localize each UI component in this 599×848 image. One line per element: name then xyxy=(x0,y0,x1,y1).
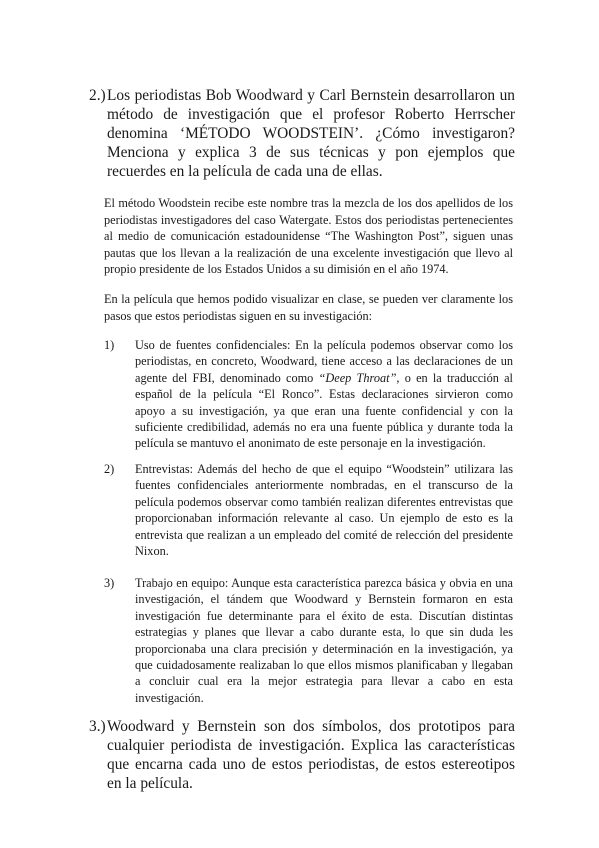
list-item xyxy=(104,337,513,452)
list-item xyxy=(104,461,513,559)
list-item-number: 2) xyxy=(104,462,115,476)
question-2-number: 2.) xyxy=(89,87,106,104)
question-2-text: Los periodistas Bob Woodward y Carl Bernstein desarrollaron un método de investigación que el profesor Roberto Herrscher denomina ‘MÉTODO WOODSTEIN’. ¿Cómo investigaron? Menciona y explica 3 de sus técnicas y pon ejemplos que recuerdes en la película de cada una de ellas. xyxy=(107,87,515,180)
list-item-number: 1) xyxy=(104,338,115,352)
list-item-number: 3) xyxy=(104,576,115,590)
answer-paragraph-1: El método Woodstein recibe este nombre tras la mezcla de los dos apellidos de los periodistas investigadores del caso Watergate. Estos dos periodistas pertenecientes al medio de comunicación estadounidense “The Washington Post”, siguen unas pautas que los llevan a la realización de una excelente investigación que llevo al propio presidente de los Estados Unidos a su dimisión en el año 1974. xyxy=(104,196,513,276)
question-3 xyxy=(89,717,515,793)
list-item-text xyxy=(135,337,513,452)
list-item-text-before: Uso de fuentes confidenciales: En la película podemos observar como los periodistas, en concreto, Woodward, tiene acceso a las declaraciones de un agente del FBI, denominado como xyxy=(135,338,513,385)
question-3-number: 3.) xyxy=(89,718,106,735)
question-3-text: Woodward y Bernstein son dos símbolos, dos prototipos para cualquier periodista de investigación. Explica las características que encarna cada uno de estos periodistas, de estos estereotipos en la película. xyxy=(107,718,515,792)
list-item-text: Entrevistas: Además del hecho de que el equipo “Woodstein” utilizara las fuentes confidenciales anteriormente nombradas, en el transcurso de la película podemos observar como también realizan diferentes entrevistas que proporcionaban información relevante al caso. Un ejemplo de esto es la entrevista que realizan a un empleado del comité de relección del presidente Nixon. xyxy=(135,462,513,559)
question-2 xyxy=(89,86,515,181)
answer-paragraph-2: En la película que hemos podido visualizar en clase, se pueden ver claramente los pasos que estos periodistas siguen en su investigación: xyxy=(104,292,513,323)
list-item-text-after: , o en la traducción al español de la película “El Ronco”. Estas declaraciones sirvieron como apoyo a su investigación, ya que eran una fuente confidencial y con la suficiente credibilidad, además no era una fuente pública y durante toda la película se mantuvo el anonimato de este personaje en la investigación. xyxy=(135,370,513,451)
list-item-text: Trabajo en equipo: Aunque esta característica parezca básica y obvia en una investigación, el tándem que Woodward y Bernstein formaron en esta investigación fue determinante para el éxito de esta. Discutían distintas estrategias y planes que llevar a cabo durante esta, lo que sin duda les proporcionaba una clara precisión y determinación en la investigación, ya que cuidadosamente realizaban lo que ellos mismos planificaban y llegaban a concluir cual era la mejor estrategia para llevar a cabo en esta investigación. xyxy=(135,576,513,705)
deep-throat-emphasis: “Deep Throat” xyxy=(318,370,397,385)
list-item xyxy=(104,575,513,706)
